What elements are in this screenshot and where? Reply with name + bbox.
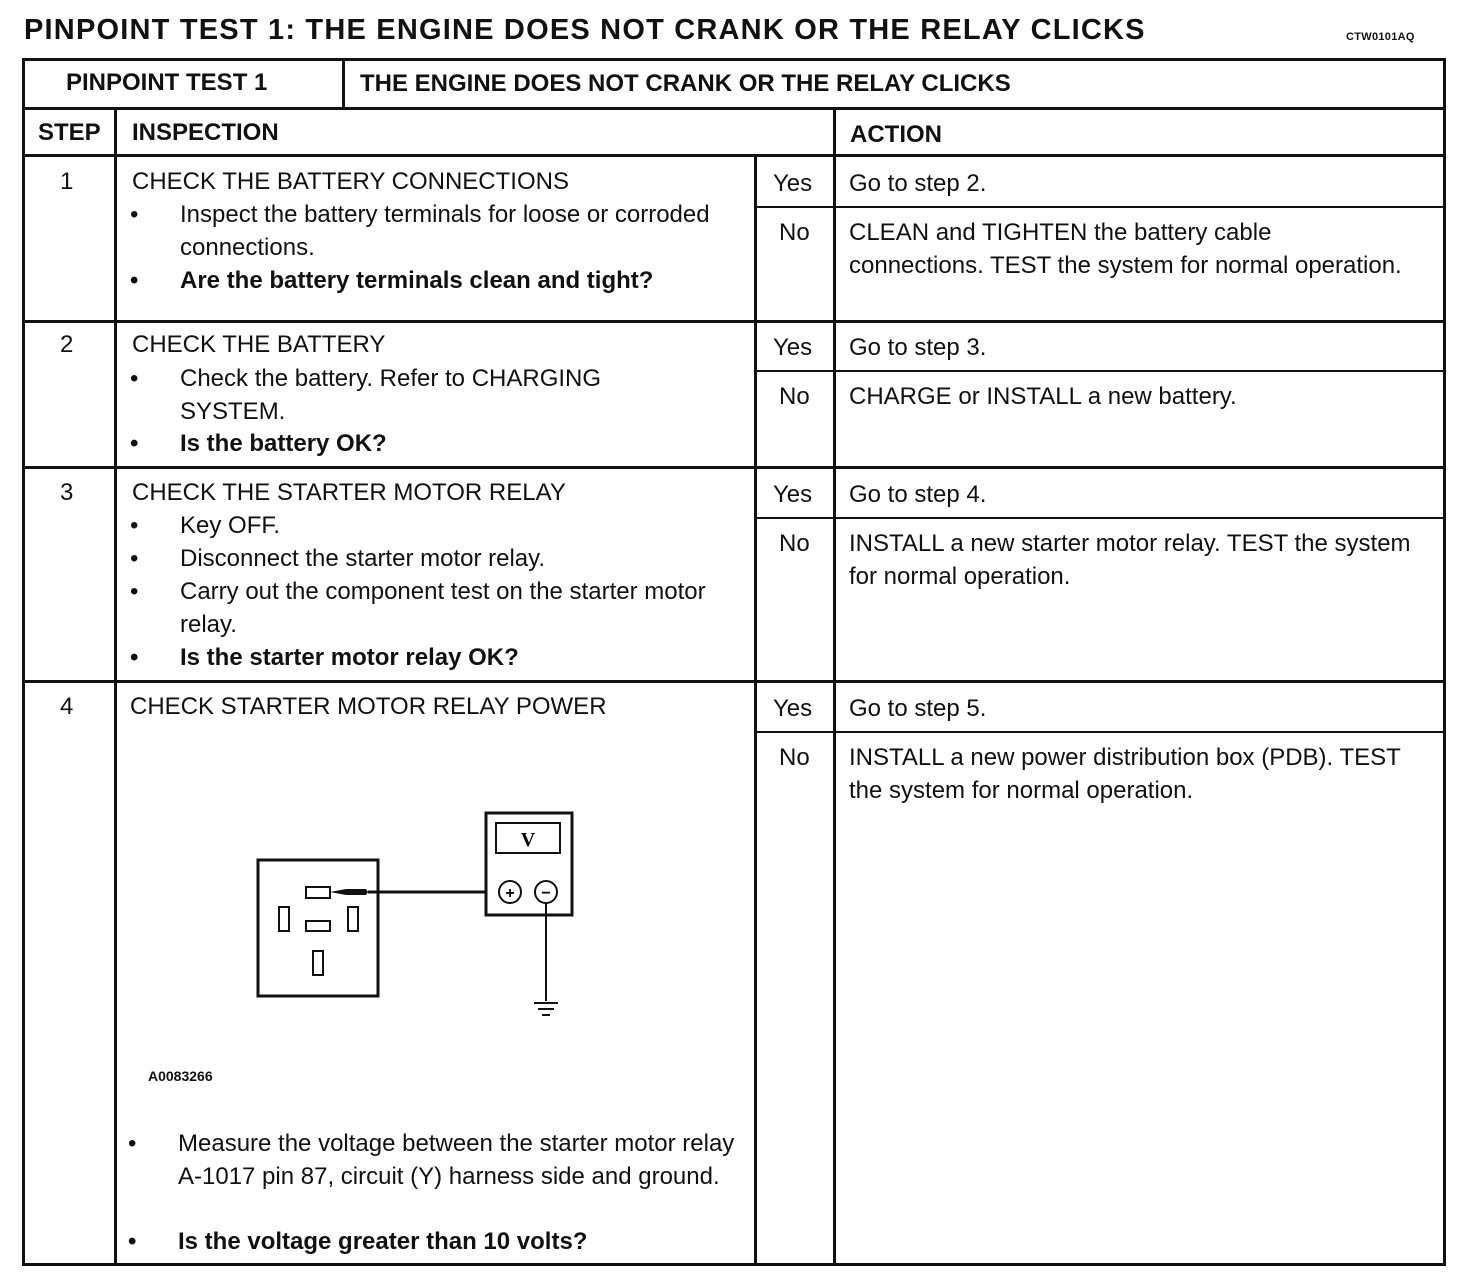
bullet-glyph: • — [128, 1130, 137, 1157]
bullet-text: Inspect the battery terminals for loose or corroded connections. — [180, 201, 710, 261]
voltmeter-label: V — [520, 829, 536, 851]
no-label: No — [779, 219, 810, 246]
bullet-glyph: • — [130, 365, 139, 392]
row-divider — [22, 154, 1446, 157]
yes-no-divider — [754, 731, 1446, 733]
col-divider — [754, 156, 757, 1266]
yes-label: Yes — [773, 481, 813, 508]
yes-label: Yes — [773, 334, 813, 361]
step-heading: CHECK THE BATTERY CONNECTIONS — [132, 168, 569, 195]
relay-voltage-diagram — [250, 805, 590, 1030]
yes-no-divider — [754, 206, 1446, 208]
question-text: Is the voltage greater than 10 volts? — [178, 1228, 588, 1255]
bullet-glyph: • — [130, 578, 139, 605]
no-label: No — [779, 383, 810, 410]
yes-label: Yes — [773, 695, 813, 722]
col-divider — [342, 58, 345, 108]
no-action: INSTALL a new power distribution box (PDB). TEST the system for normal operation. — [849, 744, 1401, 804]
page-title: PINPOINT TEST 1: THE ENGINE DOES NOT CRANK OR THE RELAY CLICKS — [24, 14, 1146, 46]
figure-id: A0083266 — [148, 1068, 213, 1084]
bullet-glyph: • — [130, 201, 139, 228]
yes-action: Go to step 5. — [849, 695, 987, 722]
relay-pin — [279, 907, 289, 931]
test-label: PINPOINT TEST 1 — [66, 69, 268, 96]
no-label: No — [779, 530, 810, 557]
step-heading: CHECK THE BATTERY — [132, 331, 386, 358]
yes-action: Go to step 3. — [849, 334, 987, 361]
step-number: 4 — [60, 693, 74, 720]
no-action: CLEAN and TIGHTEN the battery cable connections. TEST the system for normal operation. — [849, 219, 1402, 279]
step-heading: CHECK STARTER MOTOR RELAY POWER — [130, 693, 607, 720]
question-text: Is the starter motor relay OK? — [180, 644, 519, 671]
yes-action: Go to step 4. — [849, 481, 987, 508]
bullet-text: Measure the voltage between the starter motor relay A-1017 pin 87, circuit (Y) harness side and ground. — [178, 1130, 735, 1190]
bullet-glyph: • — [130, 644, 139, 671]
column-inspection: INSPECTION — [132, 119, 279, 146]
relay-pin-87 — [306, 887, 330, 898]
question-text: Are the battery terminals clean and tight? — [180, 267, 654, 294]
document-code: CTW0101AQ — [1346, 31, 1415, 43]
bullet-glyph: • — [128, 1228, 137, 1255]
column-step: STEP — [38, 119, 101, 146]
no-action: INSTALL a new starter motor relay. TEST the system for normal operation. — [849, 530, 1411, 590]
row-divider — [22, 107, 1446, 110]
question-text: Is the battery OK? — [180, 430, 387, 457]
plus-symbol: + — [505, 885, 515, 902]
bullet-text: Check the battery. Refer to CHARGING SYSTEM. — [180, 365, 602, 425]
no-action: CHARGE or INSTALL a new battery. — [849, 383, 1237, 410]
bullet-text: Key OFF. — [180, 512, 281, 539]
bullet-text: Disconnect the starter motor relay. — [180, 545, 546, 572]
step-number: 2 — [60, 331, 74, 358]
no-label: No — [779, 744, 810, 771]
col-divider — [114, 108, 117, 1266]
yes-no-divider — [754, 370, 1446, 372]
row-divider — [22, 680, 1446, 683]
bullet-glyph: • — [130, 512, 139, 539]
test-title: THE ENGINE DOES NOT CRANK OR THE RELAY CLICKS — [360, 70, 1011, 97]
step-number: 1 — [60, 168, 74, 195]
relay-pin — [348, 907, 358, 931]
column-action: ACTION — [850, 121, 942, 148]
minus-symbol: − — [541, 885, 551, 902]
step-heading: CHECK THE STARTER MOTOR RELAY — [132, 479, 566, 506]
bullet-text: Carry out the component test on the starter motor relay. — [180, 578, 706, 638]
bullet-glyph: • — [130, 430, 139, 457]
relay-pin — [313, 951, 323, 975]
row-divider — [22, 466, 1446, 469]
row-divider — [22, 320, 1446, 323]
yes-no-divider — [754, 517, 1446, 519]
bullet-glyph: • — [130, 545, 139, 572]
step-number: 3 — [60, 479, 74, 506]
bullet-glyph: • — [130, 267, 139, 294]
yes-label: Yes — [773, 170, 813, 197]
relay-pin — [306, 921, 330, 931]
col-divider — [833, 108, 836, 1266]
yes-action: Go to step 2. — [849, 170, 987, 197]
